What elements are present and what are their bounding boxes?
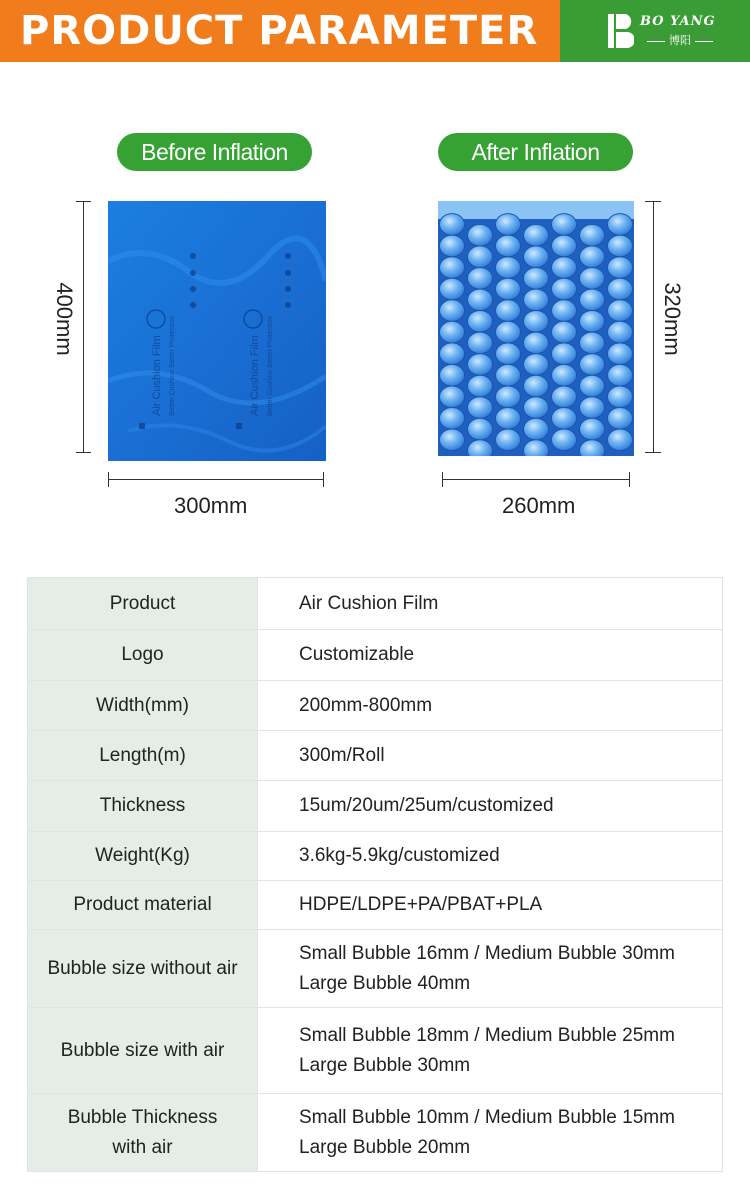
brand-area	[560, 0, 750, 62]
after-width-tick-left	[442, 472, 443, 487]
bubble	[580, 354, 605, 376]
bubble	[608, 214, 633, 236]
spec-key: Product material	[28, 881, 258, 930]
after-height-line	[653, 201, 654, 453]
bubble	[552, 257, 577, 279]
table-row	[28, 881, 723, 930]
after-height-tick-top	[645, 201, 661, 202]
after-width-line	[442, 479, 629, 480]
bubble	[468, 397, 493, 419]
brand-name-cn: 博阳	[640, 32, 720, 48]
bubble	[580, 224, 605, 246]
bubble	[496, 257, 521, 279]
bubble	[496, 214, 521, 236]
spec-value-line: Large Bubble 20mm	[299, 1136, 471, 1158]
bubble	[608, 235, 633, 257]
bubble	[608, 300, 633, 322]
bubble	[608, 321, 633, 343]
after-height-tick-bottom	[645, 452, 661, 453]
bubble	[552, 429, 577, 451]
bubble	[496, 235, 521, 257]
table-row	[28, 681, 723, 731]
spec-value-line: Small Bubble 10mm / Medium Bubble 15mm	[299, 1106, 675, 1128]
bubble	[552, 408, 577, 430]
film-print-text: Air Cushion Film	[151, 335, 163, 416]
bubble	[608, 343, 633, 365]
bubble	[608, 429, 633, 451]
header-title-bar	[0, 0, 560, 62]
before-width-line	[108, 479, 323, 480]
bubble	[524, 375, 549, 397]
film-print-subtext: Better Cushion Better Protection	[267, 315, 274, 416]
spec-value	[258, 578, 723, 630]
spec-key-line: with air	[112, 1136, 173, 1158]
bubble	[580, 332, 605, 354]
spec-value	[258, 681, 723, 731]
table-row	[28, 781, 723, 832]
spec-value	[258, 781, 723, 832]
bubble	[468, 289, 493, 311]
bubble	[552, 321, 577, 343]
bubble	[580, 397, 605, 419]
bubble	[440, 214, 465, 236]
spec-key: Length(m)	[28, 731, 258, 781]
bubble	[468, 354, 493, 376]
spec-table	[27, 577, 723, 1172]
after-width-tick-right	[629, 472, 630, 487]
brand-logo-icon	[608, 14, 634, 48]
bubble	[552, 343, 577, 365]
bubble	[552, 300, 577, 322]
bubble	[608, 386, 633, 408]
bubble	[608, 408, 633, 430]
before-width-tick-right	[323, 472, 324, 487]
before-width-tick-left	[108, 472, 109, 487]
spec-value-line: Customizable	[299, 644, 415, 665]
bubble	[524, 246, 549, 268]
before-width-label: 300mm	[174, 493, 248, 518]
page-title: PRODUCT PARAMETER	[20, 8, 539, 54]
bubble	[440, 321, 465, 343]
bubble	[496, 278, 521, 300]
bubble	[608, 364, 633, 386]
spec-value-line: 15um/20um/25um/customized	[299, 795, 554, 816]
bubble	[440, 408, 465, 430]
spec-value-line: Small Bubble 16mm / Medium Bubble 30mm	[299, 942, 675, 964]
table-row	[28, 630, 723, 681]
spec-key: Logo	[28, 630, 258, 681]
spec-value	[258, 630, 723, 681]
bubble	[468, 246, 493, 268]
table-row	[28, 1008, 723, 1094]
spec-key: Weight(Kg)	[28, 832, 258, 881]
header-banner	[0, 0, 750, 62]
bubble	[580, 311, 605, 333]
bubble	[552, 278, 577, 300]
bubble	[468, 418, 493, 440]
bubble	[440, 429, 465, 451]
spec-value-line: Large Bubble 40mm	[299, 972, 471, 994]
table-row	[28, 731, 723, 781]
spec-value-line: 200mm-800mm	[299, 694, 433, 716]
bubble	[496, 386, 521, 408]
bubble	[552, 235, 577, 257]
bubble	[496, 300, 521, 322]
bubble	[440, 257, 465, 279]
spec-value	[258, 930, 723, 1008]
bubble	[580, 268, 605, 290]
spec-value-line: 300m/Roll	[299, 744, 385, 766]
bubble	[608, 257, 633, 279]
spec-key-line: Bubble Thickness	[67, 1106, 218, 1128]
spec-value-line: Air Cushion Film	[299, 592, 439, 614]
bubble	[524, 224, 549, 246]
bubble	[496, 429, 521, 451]
bubble	[468, 268, 493, 290]
spec-value	[258, 731, 723, 781]
bubble	[440, 278, 465, 300]
bubble	[524, 311, 549, 333]
bubble	[580, 289, 605, 311]
bubble	[524, 289, 549, 311]
table-row	[28, 930, 723, 1008]
bubble	[496, 408, 521, 430]
flat-film-image	[108, 201, 326, 461]
before-inflation-label: Before Inflation	[117, 133, 312, 171]
bubble	[524, 397, 549, 419]
bubble	[496, 321, 521, 343]
bubble	[580, 418, 605, 440]
bubble	[440, 300, 465, 322]
bubble	[580, 246, 605, 268]
bubble	[496, 343, 521, 365]
bubble	[468, 311, 493, 333]
spec-value-line: Large Bubble 30mm	[299, 1054, 471, 1076]
bubble	[524, 354, 549, 376]
table-row	[28, 578, 723, 630]
bubble	[468, 375, 493, 397]
before-height-line	[83, 201, 84, 453]
after-inflation-label: After Inflation	[438, 133, 633, 171]
spec-value-line: Small Bubble 18mm / Medium Bubble 25mm	[299, 1024, 675, 1046]
bubble	[552, 364, 577, 386]
film-print-subtext: Better Cushion Better Protection	[169, 315, 176, 416]
spec-key: Width(mm)	[28, 681, 258, 731]
spec-key: Bubble size without air	[28, 930, 258, 1008]
spec-value	[258, 1094, 723, 1172]
spec-value-line: HDPE/LDPE+PA/PBAT+PLA	[299, 894, 543, 915]
bubble	[468, 332, 493, 354]
bubble	[524, 332, 549, 354]
bubble	[524, 418, 549, 440]
table-row	[28, 832, 723, 881]
bubble	[496, 364, 521, 386]
before-height-label: 400mm	[52, 282, 77, 356]
after-width-label: 260mm	[502, 493, 576, 518]
brand-name: BO YANG	[640, 14, 716, 29]
bubble	[440, 235, 465, 257]
bubble	[468, 224, 493, 246]
after-height-label: 320mm	[660, 282, 685, 356]
bubble	[552, 386, 577, 408]
table-row	[28, 1094, 723, 1172]
spec-key: Bubble size with air	[28, 1008, 258, 1094]
spec-value	[258, 1008, 723, 1094]
bubble	[440, 343, 465, 365]
spec-key: Thickness	[28, 781, 258, 832]
before-height-tick-bottom	[76, 452, 91, 453]
bubble	[524, 268, 549, 290]
bubble	[552, 214, 577, 236]
inflated-film-image	[438, 201, 634, 456]
spec-value-line: 3.6kg-5.9kg/customized	[299, 845, 500, 866]
bubble	[580, 375, 605, 397]
film-print-text: Air Cushion Film	[249, 335, 261, 416]
spec-value	[258, 881, 723, 930]
bubble	[440, 386, 465, 408]
before-height-tick-top	[76, 201, 91, 202]
bubble	[608, 278, 633, 300]
bubble	[440, 364, 465, 386]
spec-value	[258, 832, 723, 881]
spec-key: Product	[28, 578, 258, 630]
spec-key	[28, 1094, 258, 1172]
